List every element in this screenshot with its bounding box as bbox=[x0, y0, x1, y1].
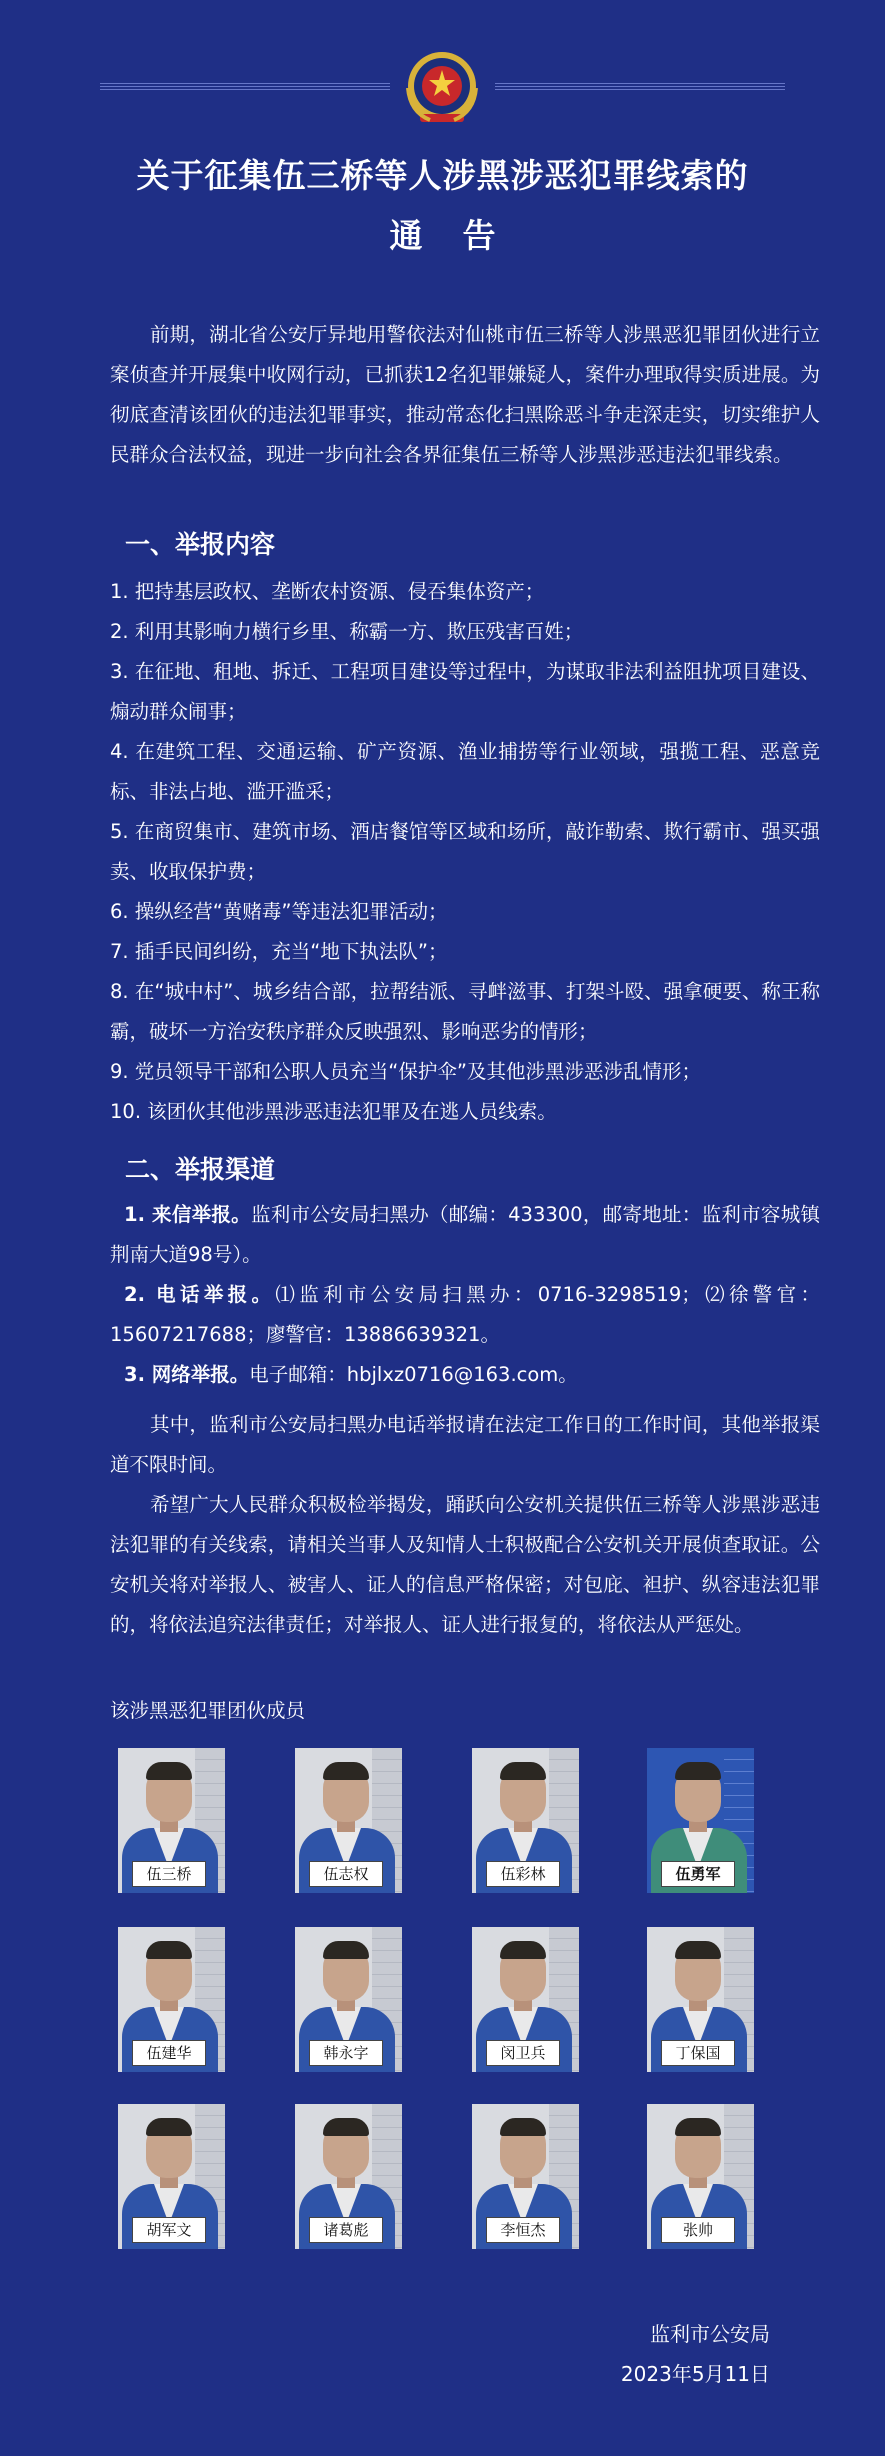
section1-item: 10. 该团伙其他涉黑涉恶违法犯罪及在逃人员线索。 bbox=[110, 1100, 557, 1123]
member-name: 胡军文 bbox=[132, 2217, 206, 2243]
header-rule-left bbox=[100, 82, 390, 92]
intro-paragraph bbox=[110, 315, 820, 475]
member-photo bbox=[295, 1927, 402, 2072]
section1-item: 4. 在建筑工程、交通运输、矿产资源、渔业捕捞等行业领域，强揽工程、恶意竞标、非法占地、滥开滥采； bbox=[110, 740, 820, 803]
section1-item: 2. 利用其影响力横行乡里、称霸一方、欺压残害百姓； bbox=[110, 620, 584, 643]
channel-label: 3. 网络举报。 bbox=[124, 1363, 250, 1386]
member-photo bbox=[118, 1927, 225, 2072]
issue-date: 2023年5月11日 bbox=[620, 2362, 770, 2386]
channel-label: 1. 来信举报。 bbox=[124, 1203, 251, 1226]
member-name: 韩永字 bbox=[309, 2040, 383, 2066]
member-photo bbox=[472, 2104, 579, 2249]
intro-text: 前期，湖北省公安厅异地用警依法对仙桃市伍三桥等人涉黑恶犯罪团伙进行立案侦查并开展集中收网行动，已抓获12名犯罪嫌疑人，案件办理取得实质进展。为彻底查清该团伙的违法犯罪事实，推动常态化扫黑除恶斗争走深走实，切实维护人民群众合法权益，现进一步向社会各界征集伍三桥等人涉黑涉恶违法犯罪线索。 bbox=[110, 323, 820, 466]
closing-paragraph bbox=[110, 1485, 820, 1645]
section1-item: 3. 在征地、租地、拆迁、工程项目建设等过程中，为谋取非法利益阻扰项目建设、煽动群众闹事； bbox=[110, 660, 820, 723]
member-photo bbox=[647, 1927, 754, 2072]
channel-label: 2. 电话举报。 bbox=[124, 1283, 276, 1306]
page-subtitle: 通告 bbox=[389, 216, 536, 255]
member-name: 丁保国 bbox=[661, 2040, 735, 2066]
section1-heading: 一、举报内容 bbox=[125, 530, 276, 559]
member-photo bbox=[295, 1748, 402, 1893]
member-photo bbox=[118, 2104, 225, 2249]
channel-text: 电子邮箱：hbjlxz0716@163.com。 bbox=[249, 1363, 578, 1386]
channel-mail bbox=[110, 1195, 820, 1275]
header-rule-right bbox=[495, 82, 785, 92]
closing-text: 希望广大人民群众积极检举揭发，踊跃向公安机关提供伍三桥等人涉黑涉恶违法犯罪的有关线索，请相关当事人及知情人士积极配合公安机关开展侦查取证。公安机关将对举报人、被害人、证人的信息严格保密；对包庇、袒护、纵容违法犯罪的，将依法追究法律责任；对举报人、证人进行报复的，将依法从严惩处。 bbox=[110, 1493, 820, 1636]
hotline-note-text: 其中，监利市公安局扫黑办电话举报请在法定工作日的工作时间，其他举报渠道不限时间。 bbox=[110, 1413, 820, 1476]
section1-item: 7. 插手民间纠纷，充当“地下执法队”； bbox=[110, 940, 448, 963]
channel-email bbox=[110, 1355, 820, 1395]
member-name: 伍勇军 bbox=[661, 1861, 735, 1887]
section1-item: 1. 把持基层政权、垄断农村资源、侵吞集体资产； bbox=[110, 580, 545, 603]
header-decoration bbox=[0, 42, 885, 132]
member-name: 伍三桥 bbox=[132, 1861, 206, 1887]
channel-text: ⑴监利市公安局扫黑办：0716-3298519；⑵徐警官：15607217688；廖警官：13886639321。 bbox=[110, 1283, 820, 1346]
channel-text: 监利市公安局扫黑办（邮编：433300，邮寄地址：监利市容城镇荆南大道98号）。 bbox=[110, 1203, 820, 1266]
channel-phone bbox=[110, 1275, 820, 1355]
member-name: 伍志权 bbox=[309, 1861, 383, 1887]
hotline-note bbox=[110, 1405, 820, 1485]
members-title: 该涉黑恶犯罪团伙成员 bbox=[110, 1699, 306, 1722]
section1-item: 9. 党员领导干部和公职人员充当“保护伞”及其他涉黑涉恶涉乱情形； bbox=[110, 1060, 702, 1083]
section1-item: 6. 操纵经营“黄赌毒”等违法犯罪活动； bbox=[110, 900, 448, 923]
member-name: 伍建华 bbox=[132, 2040, 206, 2066]
member-photo bbox=[118, 1748, 225, 1893]
issuer-name: 监利市公安局 bbox=[650, 2322, 770, 2346]
member-photo bbox=[295, 2104, 402, 2249]
member-photo bbox=[472, 1927, 579, 2072]
member-name: 李恒杰 bbox=[486, 2217, 560, 2243]
police-emblem-icon bbox=[400, 48, 484, 128]
member-photo bbox=[647, 2104, 754, 2249]
member-photo bbox=[472, 1748, 579, 1893]
member-photo bbox=[647, 1748, 754, 1893]
member-name: 张帅 bbox=[661, 2217, 735, 2243]
member-name: 闵卫兵 bbox=[486, 2040, 560, 2066]
member-name: 诸葛彪 bbox=[309, 2217, 383, 2243]
member-name: 伍彩林 bbox=[486, 1861, 560, 1887]
page-title: 关于征集伍三桥等人涉黑涉恶犯罪线索的 bbox=[136, 156, 749, 195]
section1-item: 8. 在“城中村”、城乡结合部，拉帮结派、寻衅滋事、打架斗殴、强拿硬要、称王称霸，破坏一方治安秩序群众反映强烈、影响恶劣的情形； bbox=[110, 980, 820, 1043]
section1-item: 5. 在商贸集市、建筑市场、酒店餐馆等区域和场所，敲诈勒索、欺行霸市、强买强卖、收取保护费； bbox=[110, 820, 820, 883]
section2-heading: 二、举报渠道 bbox=[125, 1155, 276, 1184]
